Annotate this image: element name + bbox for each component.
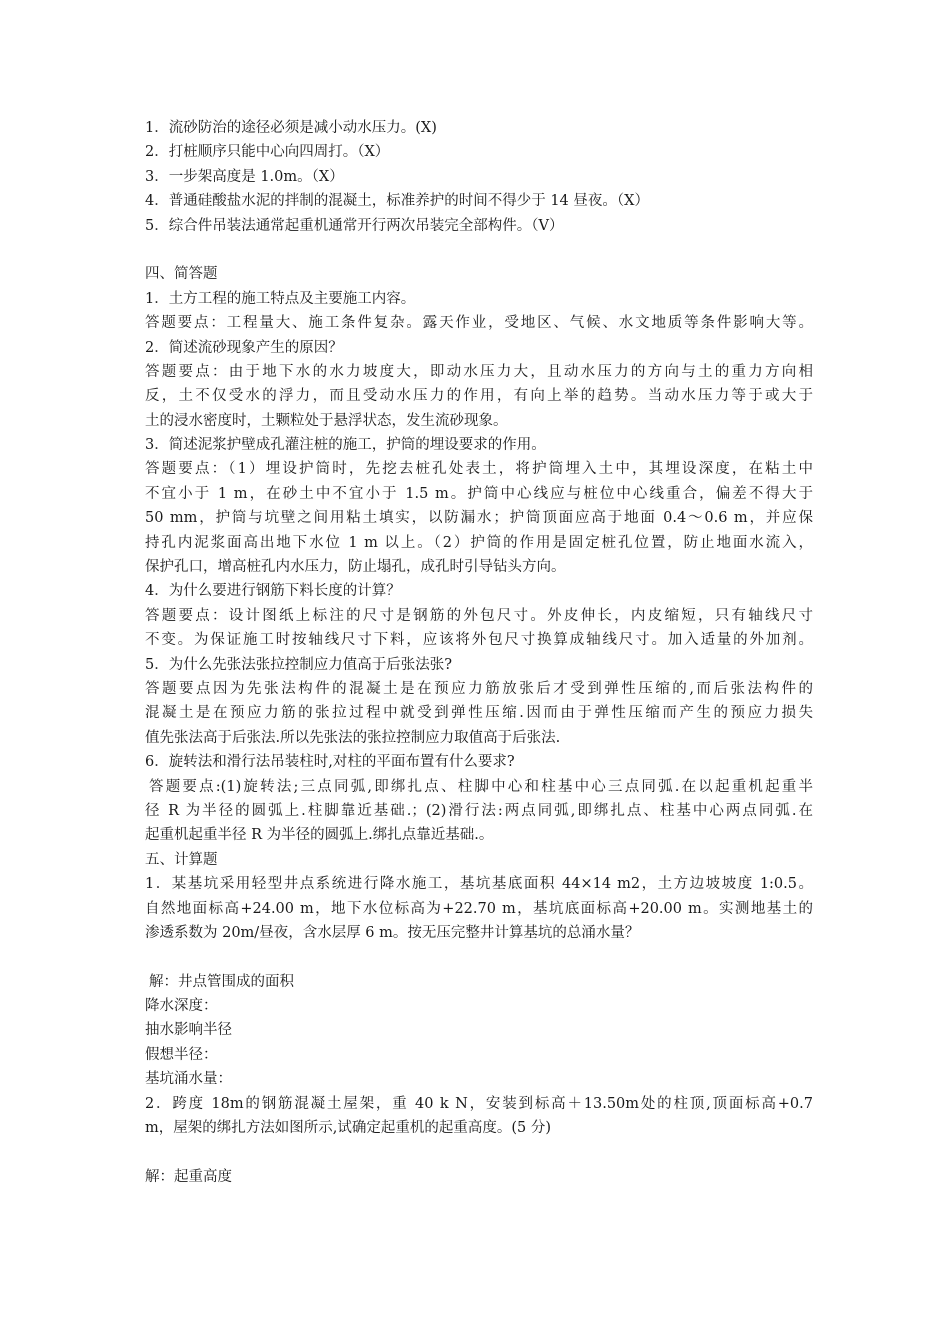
answer-line: 不宜小于 1 m，在砂土中不宜小于 1.5 m。护筒中心线应与桩位中心线重合，偏差不得大于 (145, 485, 813, 502)
section-heading-calculation: 五、计算题 (145, 851, 218, 868)
spacer (145, 1140, 813, 1164)
answer-line: 答题要点：由于地下水的水力坡度大，即动水压力大，且动水压力的方向与土的重力方向相 (145, 363, 813, 380)
answer-line: 50 mm，护筒与坑壁之间用粘土填实，以防漏水；护筒顶面应高于地面 0.4～0.6 m，并应保 (145, 510, 813, 527)
judgement-item-1: 1．流砂防治的途径必须是减小动水压力。(X) (145, 120, 437, 136)
solution-line: 降水深度： (145, 998, 218, 1015)
document-body (145, 116, 813, 1189)
spacer (145, 945, 813, 969)
solution-line: 解：起重高度 (145, 1168, 232, 1185)
calc-question-2: m，屋架的绑扎方法如图所示,试确定起重机的起重高度。(5 分) (145, 1120, 552, 1137)
question-3: 3．简述泥浆护壁成孔灌注桩的施工，护筒的埋设要求的作用。 (145, 437, 546, 454)
answer-line: 混凝土是在预应力筋的张拉过程中就受到弹性压缩.因而由于弹性压缩而产生的预应力损失 (145, 705, 813, 722)
question-1: 1．土方工程的施工特点及主要施工内容。 (145, 290, 416, 307)
answer-line: 答题要点:(1)旋转法;三点同弧,即绑扎点、柱脚中心和柱基中心三点同弧.在以起重机起重半 (149, 778, 813, 795)
judgement-item-2: 2．打桩顺序只能中心向四周打。（X） (145, 144, 390, 161)
calc-question-1: 1．某基坑采用轻型井点系统进行降水施工，基坑基底面积 44×14 m2，土方边坡坡度 1:0.5。 (145, 876, 813, 893)
judgement-item-4: 4．普通硅酸盐水泥的拌制的混凝土，标准养护的时间不得少于 14 昼夜。（X） (145, 193, 649, 210)
question-4: 4．为什么要进行钢筋下料长度的计算？ (145, 583, 401, 600)
calc-question-1: 渗透系数为 20m/昼夜，含水层厚 6 m。按无压完整井计算基坑的总涌水量？ (145, 924, 640, 941)
answer-line: 答题要点：（1）埋设护筒时，先挖去桩孔处表土，将护筒埋入土中，其埋设深度，在粘土中 (145, 461, 813, 478)
answer-line: 土的浸水密度时，土颗粒处于悬浮状态，发生流砂现象。 (145, 412, 508, 429)
question-5: 5．为什么先张法张拉控制应力值高于后张法张? (145, 656, 452, 673)
solution-line: 抽水影响半径 (145, 1022, 232, 1039)
solution-line: 假想半径： (145, 1046, 218, 1063)
answer-line: 起重机起重半径 R 为半径的圆弧上.绑扎点靠近基础.。 (145, 827, 494, 844)
judgement-item-5: 5．综合件吊装法通常起重机通常开行两次吊装完全部构件。（V） (145, 217, 564, 234)
answer-line: 保护孔口，增高桩孔内水压力，防止塌孔，成孔时引导钻头方向。 (145, 559, 566, 576)
calc-question-2: 2．跨度 18m的钢筋混凝土屋架，重 40 k N，安装到标高＋13.50m处的柱顶,顶面标高+0.7 (145, 1095, 813, 1112)
spacer (145, 238, 813, 262)
answer-line: 持孔内泥浆面高出地下水位 1 m 以上。（2）护筒的作用是固定桩孔位置，防止地面水流入， (145, 534, 813, 551)
answer-line: 答题要点：设计图纸上标注的尺寸是钢筋的外包尺寸。外皮伸长，内皮缩短，只有轴线尺寸 (145, 607, 813, 624)
answer-line: 值先张法高于后张法.所以先张法的张拉控制应力取值高于后张法. (145, 729, 561, 746)
answer-line: 反，土不仅受水的浮力，而且受动水压力的作用，有向上举的趋势。当动水压力等于或大于 (145, 388, 813, 405)
question-6: 6．旋转法和滑行法吊装柱时,对柱的平面布置有什么要求? (145, 754, 515, 771)
answer-line: 不变。为保证施工时按轴线尺寸下料，应该将外包尺寸换算成轴线尺寸。加入适量的外加剂。 (145, 632, 813, 649)
answer-line: 径 R 为半径的圆弧上.柱脚靠近基础.；(2)滑行法:两点同弧,即绑扎点、柱基中心两点同弧.在 (145, 802, 813, 819)
section-heading-short-answer: 四、简答题 (145, 266, 218, 283)
judgement-item-3: 3．一步架高度是 1.0m。（X） (145, 168, 344, 185)
solution-line: 解：井点管围成的面积 (149, 973, 294, 990)
answer-line: 答题要点：工程量大、施工条件复杂。露天作业，受地区、气候、水文地质等条件影响大等。 (145, 315, 813, 332)
question-2: 2．简述流砂现象产生的原因？ (145, 339, 343, 356)
answer-line: 答题要点因为先张法构件的混凝土是在预应力筋放张后才受到弹性压缩的,而后张法构件的 (145, 680, 813, 697)
calc-question-1: 自然地面标高+24.00 m，地下水位标高为+22.70 m，基坑底面标高+20.00 m。实测地基土的 (145, 900, 813, 917)
solution-line: 基坑涌水量： (145, 1071, 232, 1088)
